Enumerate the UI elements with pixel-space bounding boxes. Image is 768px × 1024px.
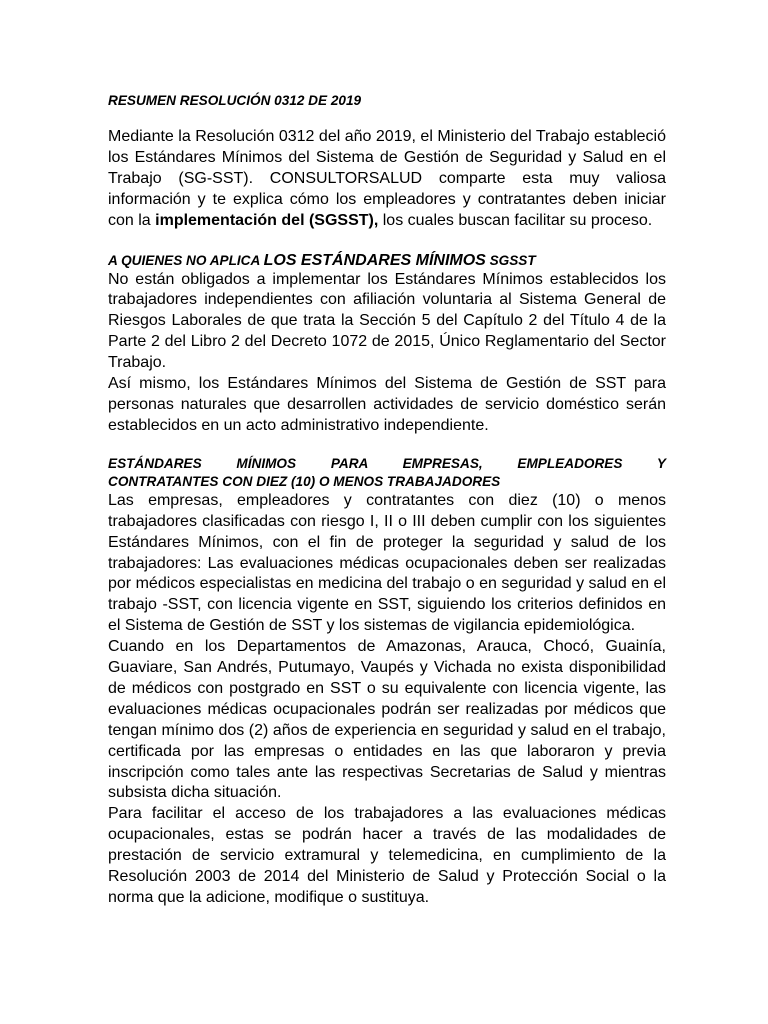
section2-paragraph-1: Las empresas, empleadores y contratantes con diez (10) o menos trabajadores clasificadas con riesgo I, II o III deben cumplir con los siguientes Estándares Mínimos, con el fin de proteger la seguridad y salud de los trabajadores: Las evaluaciones médicas ocupacionales deben ser realizadas por médicos especialistas en medicina del trabajo o en seguridad y salud en el trabajo -SST, con licencia vigente en SST, siguiendo los criterios definidos en el Sistema de Gestión de SST y los sistemas de vigilancia epidemiológica.	[108, 491, 666, 635]
intro-text-end: los cuales buscan facilitar su proceso.	[378, 211, 653, 229]
intro-bold-text: implementación del (SGSST),	[155, 211, 379, 229]
heading-main: LOS ESTÁNDARES MÍNIMOS	[263, 251, 486, 269]
heading-line-1: ESTÁNDARES MÍNIMOS PARA EMPRESAS, EMPLEADORES Y	[108, 455, 666, 471]
section1-paragraph-2: Así mismo, los Estándares Mínimos del Sistema de Gestión de SST para personas naturales que desarrollen actividades de servicio doméstico serán establecidos en un acto administrativo independiente.	[108, 375, 666, 434]
heading-prefix: A QUIENES NO APLICA	[108, 252, 264, 268]
heading-line-2: CONTRATANTES CON DIEZ (10) O MENOS TRABAJADORES	[108, 473, 501, 489]
section2-paragraph-2: Cuando en los Departamentos de Amazonas, Arauca, Chocó, Guainía, Guaviare, San Andrés, Putumayo, Vaupés y Vichada no exista disponibilidad de médicos con postgrado en SST o su equivalente con licencia vigente, las evaluaciones médicas ocupacionales podrán ser realizadas por médicos que tengan mínimo dos (2) años de experiencia en seguridad y salud en el trabajo, certificada por las empresas o entidades en las que laboraron y previa inscripción como tales ante las respectivas Secretarias de Salud y mientras subsista dicha situación.	[108, 638, 666, 802]
section-heading-estandares	[108, 455, 666, 491]
heading-suffix: SGSST	[485, 252, 536, 268]
section-heading-no-aplica	[108, 252, 666, 270]
document-title: RESUMEN RESOLUCIÓN 0312 DE 2019	[108, 93, 362, 108]
intro-paragraph	[108, 127, 666, 232]
section1-paragraph-1: No están obligados a implementar los Estándares Mínimos establecidos los trabajadores independientes con afiliación voluntaria al Sistema General de Riesgos Laborales de que trata la Sección 5 del Capítulo 2 del Título 4 de la Parte 2 del Libro 2 del Decreto 1072 de 2015, Único Reglamentario del Sector Trabajo.	[108, 270, 666, 372]
intro-text: Mediante la Resolución 0312 del año 2019, el Ministerio del Trabajo estableció los Estándares Mínimos del Sistema de Gestión de Seguridad y Salud en el Trabajo (SG-SST). CONSULTORSALUD comparte esta muy valiosa información y te explica cómo los empleadores y contratantes deben iniciar con la	[108, 128, 666, 229]
section2-paragraph-3: Para facilitar el acceso de los trabajadores a las evaluaciones médicas ocupacionales, estas se podrán hacer a través de las modalidades de prestación de servicio extramural y telemedicina, en cumplimiento de la Resolución 2003 de 2014 del Ministerio de Salud y Protección Social o la norma que la adicione, modifique o sustituya.	[108, 805, 666, 906]
